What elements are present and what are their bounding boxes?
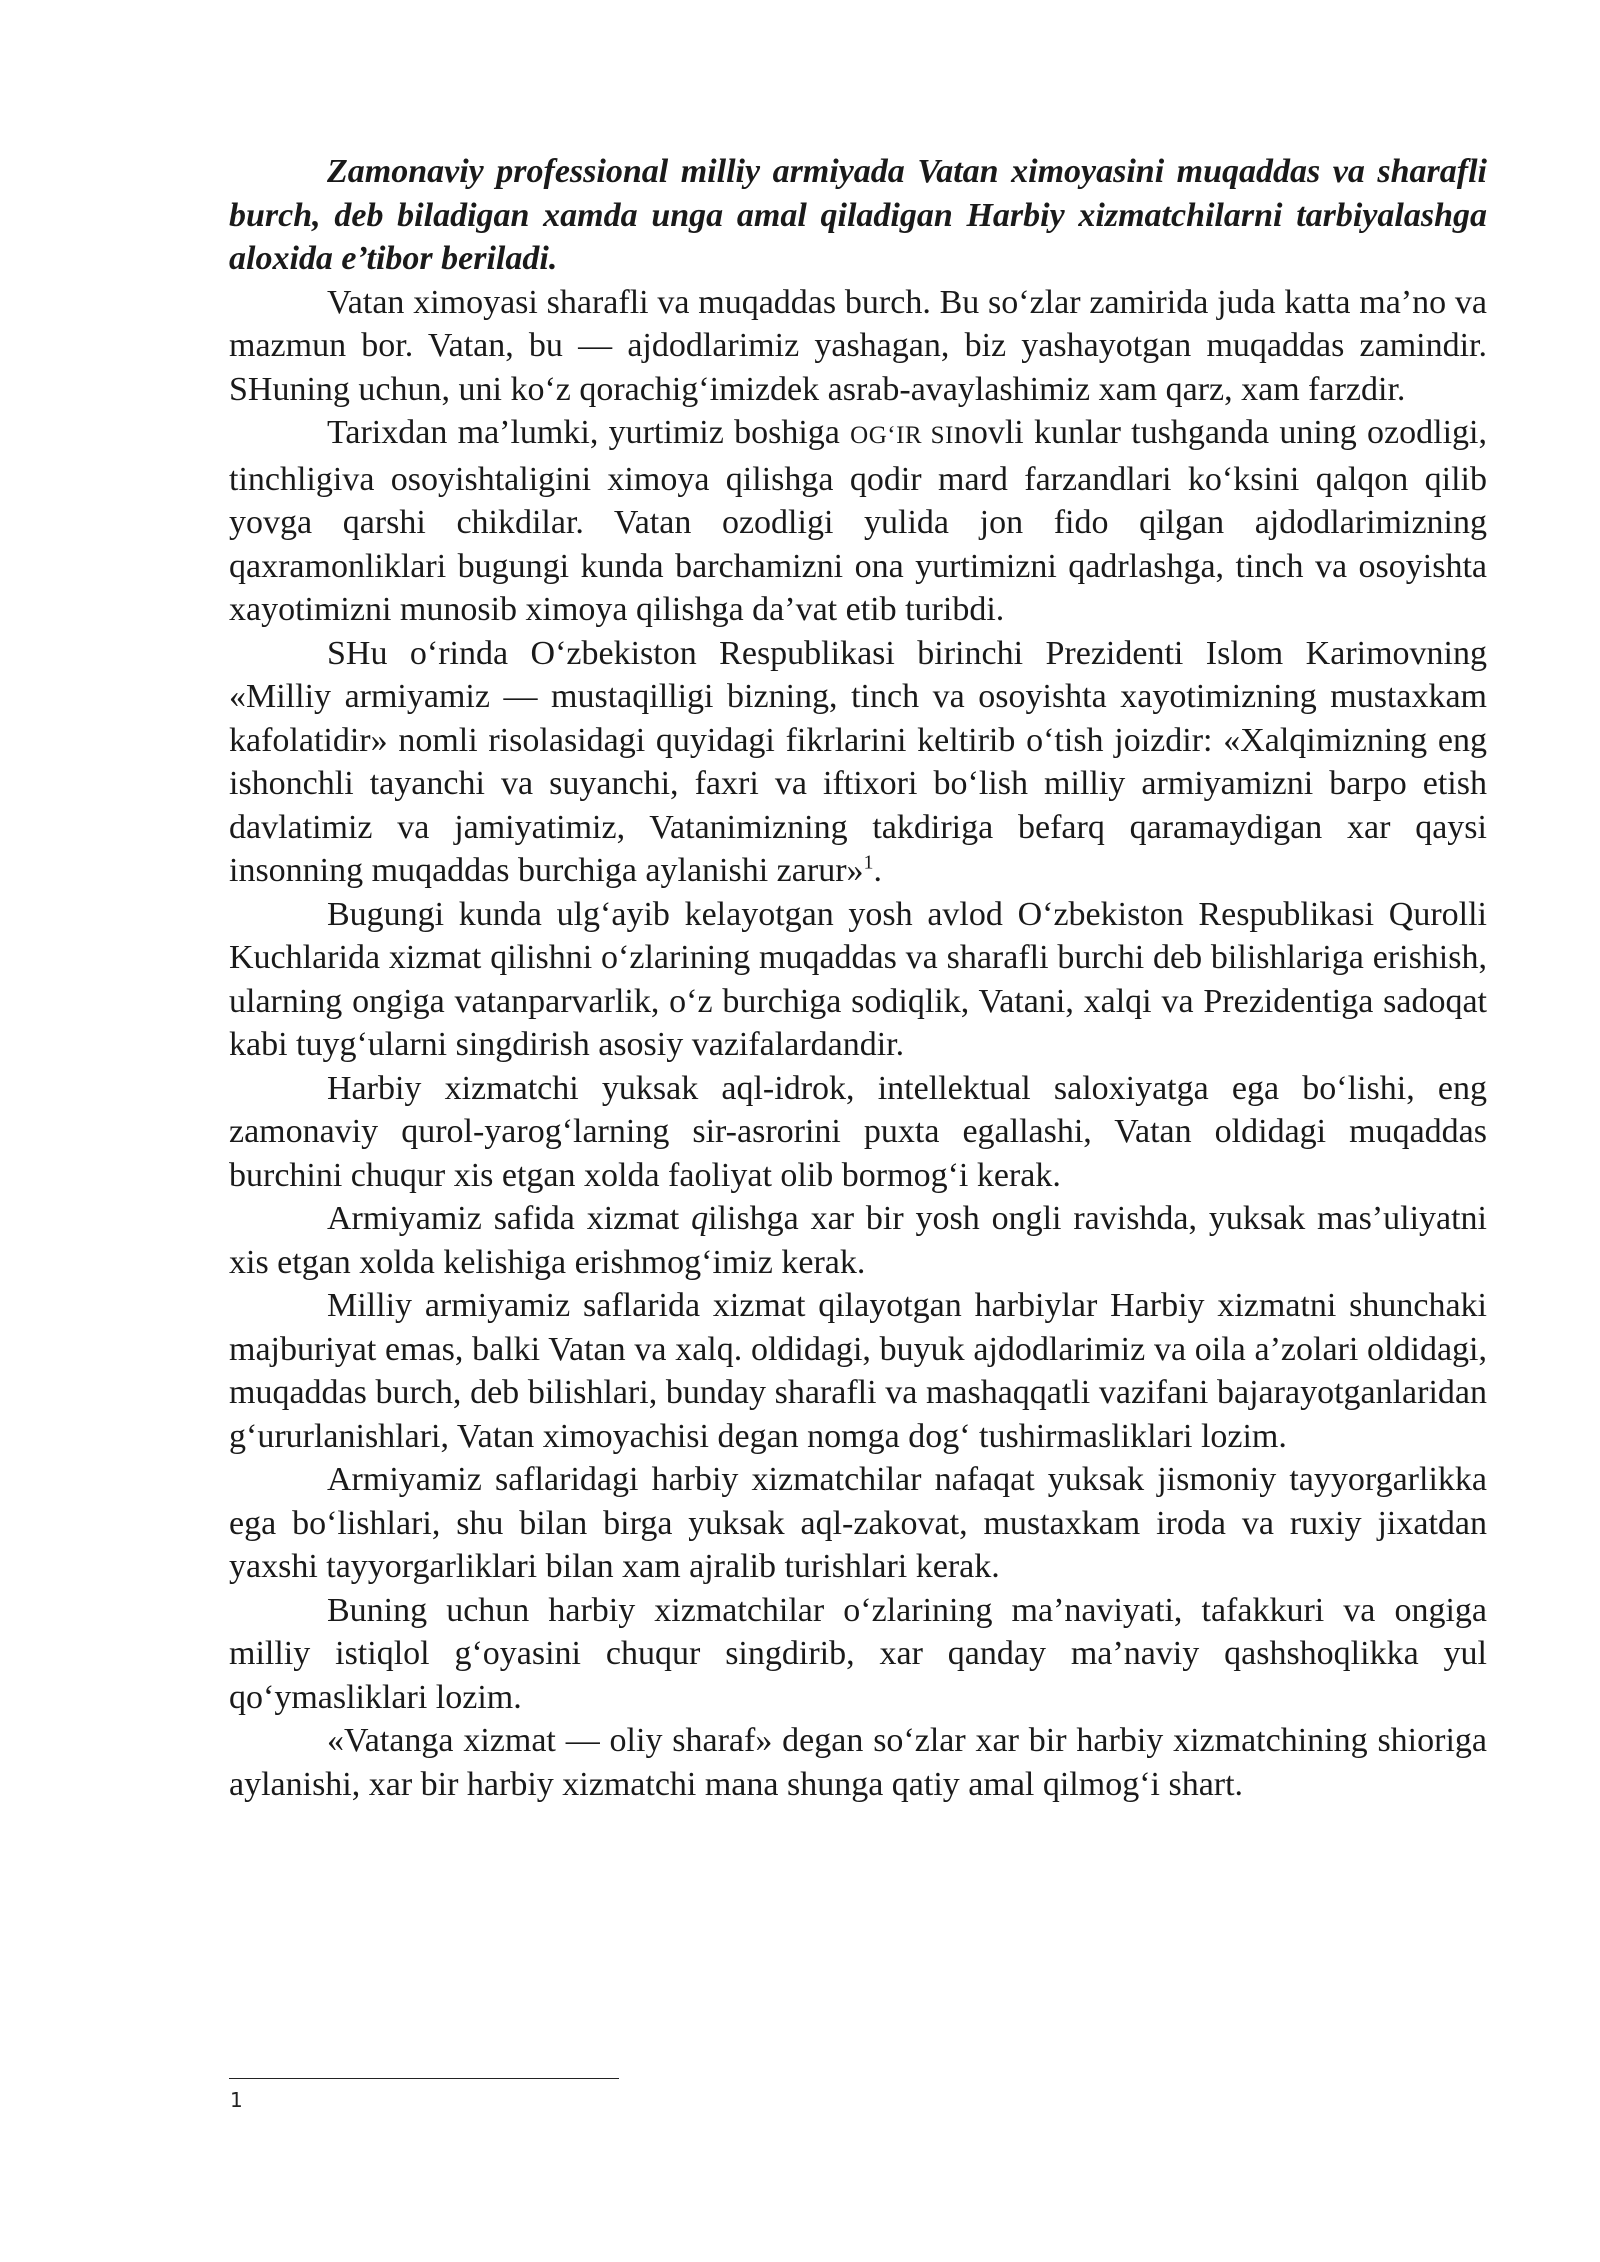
paragraph-2 <box>229 411 1487 632</box>
document-body <box>229 150 1487 1806</box>
paragraph-2-text-b: novli kunlar tushganda uning ozodligi, tinchligiva osoyishtaligini ximoya qilishga qodir mard farzandlari ko‘ksini qalqon qilib yovga qarshi chikdilar. Vatan ozodligi yulida jon fido qilgan ajdodlarimizning qaxramonliklari bugungi kunda barchamizni ona yurtimizni qadrlashga, tinch va osoyishta xayotimizni munosib ximoya qilishga da’vat etib turibdi. <box>229 414 1487 628</box>
paragraph-6-text-a: Armiyamiz safida xizmat <box>327 1200 692 1237</box>
paragraph-7: Milliy armiyamiz saflarida xizmat qilayotgan harbiylar Harbiy xizmatni shunchaki majburiyat emas, balki Vatan va xalq. oldidagi, buyuk ajdodlarimiz va oila a’zolari oldidagi, muqaddas burch, deb bilishlari, bunday sharafli va mashaqqatli vazifani bajarayotganlaridan g‘ururlanishlari, Vatan ximoyachisi degan nomga dog‘ tushirmasliklari lozim. <box>229 1287 1487 1455</box>
footnote-separator <box>229 2078 619 2079</box>
footnote-number: 1 <box>230 2088 243 2112</box>
lead-paragraph: Zamonaviy professional milliy armiyada Vatan ximoyasini muqaddas va sharafli burch, deb biladigan xamda unga amal qiladigan Harbiy xizmatchilarni tarbiyalashga aloxida e’tibor beriladi. <box>229 153 1487 277</box>
paragraph-10: «Vatanga xizmat — oliy sharaf» degan so‘zlar xar bir harbiy xizmatchining shioriga aylanishi, xar bir harbiy xizmatchi mana shunga qatiy amal qilmog‘i shart. <box>229 1722 1487 1803</box>
paragraph-6-text-b: ilishga xar bir yosh ongli ravishda, yuksak mas’uliyatni xis etgan xolda kelishiga erishmog‘imiz kerak. <box>229 1200 1488 1281</box>
paragraph-5: Harbiy xizmatchi yuksak aql-idrok, intellektual saloxiyatga ega bo‘lishi, eng zamonaviy qurol-yarog‘larning sir-asrorini puxta egallashi, Vatan oldidagi muqaddas burchini chuqur xis etgan xolda faoliyat olib bormog‘i kerak. <box>229 1069 1487 1194</box>
paragraph-4: Bugungi kunda ulg‘ayib kelayotgan yosh avlod O‘zbekiston Respublikasi Qurolli Kuchlarida xizmat qilishni o‘zlarining muqaddas va sharafli burchi deb bilishlariga erishish, ularning ongiga vatanparvarlik, o‘z burchiga sodiqlik, Vatani, xalqi va Prezidentiga sadoqat kabi tuyg‘ularni singdirish asosiy vazifalardandir. <box>229 895 1487 1063</box>
paragraph-3-end: . <box>873 852 883 889</box>
paragraph-6-italic: q <box>691 1200 709 1237</box>
paragraph-2-smallcaps: OG‘IR SI <box>850 422 954 449</box>
paragraph-2-text-a: Tarixdan ma’lumki, yurtimiz boshiga <box>327 414 851 451</box>
paragraph-1: Vatan ximoyasi sharafli va muqaddas burch. Bu so‘zlar zamirida juda katta ma’no va mazmun bor. Vatan, bu — ajdodlarimiz yashagan, biz yashayotgan muqaddas zamindir. SHuning uchun, uni ko‘z qorachig‘imizdek asrab-avaylashimiz xam qarz, xam farzdir. <box>229 283 1487 408</box>
paragraph-3 <box>229 632 1487 893</box>
paragraph-3-text: SHu o‘rinda O‘zbekiston Respublikasi birinchi Prezidenti Islom Karimovning «Milliy armiyamiz — mustaqilligi bizning, tinch va osoyishta xayotimizning mustaxkam kafolatidir» nomli risolasidagi quyidagi fikrlarini keltirib o‘tish joizdir: «Xalqimizning eng ishonchli tayanchi va suyanchi, faxri va iftixori bo‘lish milliy armiyamizni barpo etish davlatimiz va jamiyatimiz, Vatanimizning takdiriga befarq qaramaydigan xar qaysi insonning muqaddas burchiga aylanishi zarur» <box>229 634 1487 889</box>
footnote-reference[interactable]: 1 <box>863 851 874 874</box>
paragraph-8: Armiyamiz saflaridagi harbiy xizmatchilar nafaqat yuksak jismoniy tayyorgarlikka ega bo‘lishlari, shu bilan birga yuksak aql-zakovat, mustaxkam iroda va ruxiy jixatdan yaxshi tayyorgarliklari bilan xam ajralib turishlari kerak. <box>229 1461 1487 1585</box>
paragraph-6 <box>229 1197 1487 1284</box>
paragraph-9: Buning uchun harbiy xizmatchilar o‘zlarining ma’naviyati, tafakkuri va ongiga milliy istiqlol g‘oyasini chuqur singdirib, xar qanday ma’naviy qashshoqlikka yul qo‘ymasliklari lozim. <box>229 1591 1487 1716</box>
